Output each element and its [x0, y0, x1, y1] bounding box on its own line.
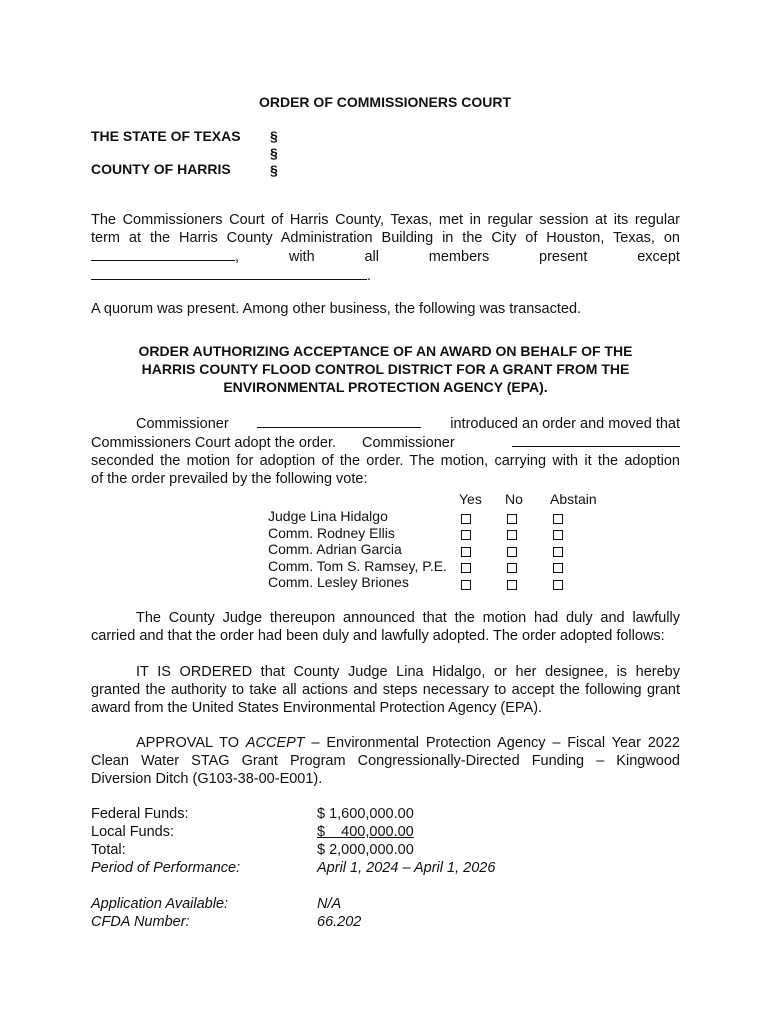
checkbox-abstain[interactable]: [553, 563, 563, 573]
col-no: No: [505, 491, 523, 507]
motion-line-2: [91, 433, 680, 452]
county-label: COUNTY OF HARRIS: [91, 161, 231, 177]
checkbox-no[interactable]: [507, 547, 517, 557]
vote-member: Comm. Adrian Garcia: [268, 541, 402, 557]
vote-members: [268, 508, 447, 591]
local-funds-value: $ 400,000.00: [317, 824, 414, 840]
checkbox-no[interactable]: [507, 514, 517, 524]
approval-accept: ACCEPT: [245, 735, 305, 751]
checkbox-yes[interactable]: [461, 530, 471, 540]
vote-member: Comm. Lesley Briones: [268, 574, 409, 590]
col-abstain: Abstain: [550, 491, 597, 507]
application-labels: [91, 895, 228, 931]
checkbox-yes[interactable]: [461, 547, 471, 557]
approval-paragraph: [91, 734, 680, 788]
except-blank: [91, 266, 367, 280]
approval-line-3: Diversion Ditch (G103-38-00-E001).: [91, 771, 323, 787]
ordered-line-3: award from the United States Environmental Protection Agency (EPA).: [91, 700, 543, 716]
intro-line-3: [91, 247, 680, 266]
checkbox-abstain[interactable]: [553, 547, 563, 557]
cfda-value: 66.202: [317, 914, 362, 930]
checkbox-abstain[interactable]: [553, 514, 563, 524]
commissioner-word: Commissioner: [136, 416, 229, 432]
vote-member: Comm. Tom S. Ramsey, P.E.: [268, 557, 447, 574]
checkbox-abstain[interactable]: [553, 580, 563, 590]
introduced-text: introduced an order and moved that: [450, 416, 680, 432]
order-title-line-3: ENVIRONMENTAL PROTECTION AGENCY (EPA).: [223, 379, 548, 395]
application-label: Application Available:: [91, 896, 229, 912]
quorum-statement: A quorum was present. Among other business, the following was transacted.: [91, 301, 582, 317]
ordered-line-1: IT IS ORDERED that County Judge Lina Hidalgo, or her designee, is hereby: [136, 664, 680, 680]
commissioner-blank-2: [512, 433, 680, 447]
intro-line-4: [91, 266, 680, 285]
motion-paragraph: [91, 414, 680, 488]
total-value: $ 2,000,000.00: [317, 842, 414, 858]
application-values: [317, 895, 361, 931]
checkbox-yes[interactable]: [461, 563, 471, 573]
period-value: April 1, 2024 – April 1, 2026: [317, 860, 496, 876]
adopt-text: Commissioners Court adopt the order.: [91, 435, 336, 451]
vote-member: Judge Lina Hidalgo: [268, 508, 388, 524]
cfda-label: CFDA Number:: [91, 914, 190, 930]
col-yes: Yes: [459, 491, 482, 507]
checkbox-yes[interactable]: [461, 514, 471, 524]
date-blank: [91, 247, 235, 261]
intro-line-1: The Commissioners Court of Harris County, Texas, met in regular session at its regular: [91, 212, 680, 228]
approval-line-1: [91, 734, 680, 752]
checkbox-abstain[interactable]: [553, 530, 563, 540]
word-present: present: [539, 249, 588, 265]
checkbox-no[interactable]: [507, 580, 517, 590]
motion-line-4: of the order prevailed by the following vote:: [91, 471, 368, 487]
order-title: [91, 342, 680, 396]
funds-labels: [91, 805, 240, 877]
ordered-line-2: granted the authority to take all actions and steps necessary to accept the following grant: [91, 682, 680, 698]
order-title-line-1: ORDER AUTHORIZING ACCEPTANCE OF AN AWARD ON BEHALF OF THE: [138, 343, 633, 359]
announcement-line-1: The County Judge thereupon announced that the motion had duly and lawfully: [136, 610, 680, 626]
section-symbol-1: §: [270, 128, 278, 144]
application-value: N/A: [317, 896, 342, 912]
checkbox-no[interactable]: [507, 530, 517, 540]
announcement-paragraph: [91, 609, 680, 645]
approval-prefix: APPROVAL TO: [136, 735, 246, 751]
local-funds-label: Local Funds:: [91, 824, 175, 840]
checkbox-no[interactable]: [507, 563, 517, 573]
word-except: except: [637, 249, 680, 265]
federal-funds-value: $ 1,600,000.00: [317, 806, 414, 822]
funds-values: [317, 805, 495, 877]
total-label: Total:: [91, 842, 126, 858]
announcement-line-2: carried and that the order had been duly and lawfully adopted. The order adopted follows:: [91, 628, 665, 644]
word-members: members: [428, 249, 490, 265]
approval-rest: – Environmental Protection Agency – Fiscal Year 2022: [304, 735, 680, 751]
intro-line-2: term at the Harris County Administration Building in the City of Houston, Texas, on: [91, 230, 680, 246]
motion-line-1: [91, 414, 680, 433]
federal-funds-label: Federal Funds:: [91, 806, 189, 822]
checkbox-yes[interactable]: [461, 580, 471, 590]
period: .: [367, 268, 372, 284]
ordered-paragraph: [91, 663, 680, 717]
approval-line-2: Clean Water STAG Grant Program Congressionally-Directed Funding – Kingwood: [91, 753, 680, 769]
intro-paragraph: [91, 211, 680, 285]
word-with: with: [288, 249, 315, 265]
commissioner-word-2: Commissioner: [362, 435, 455, 451]
word-all: all: [364, 249, 379, 265]
motion-line-3: seconded the motion for adoption of the order. The motion, carrying with it the adoption: [91, 453, 680, 469]
order-title-line-2: HARRIS COUNTY FLOOD CONTROL DISTRICT FOR A GRANT FROM THE: [141, 361, 630, 377]
vote-member: Comm. Rodney Ellis: [268, 524, 395, 541]
period-label: Period of Performance:: [91, 860, 241, 876]
section-symbol-2: §: [270, 145, 278, 161]
commissioner-blank-1: [257, 414, 421, 428]
state-label: THE STATE OF TEXAS: [91, 128, 241, 144]
section-symbol-3: §: [270, 162, 278, 178]
page-title: ORDER OF COMMISSIONERS COURT: [258, 94, 511, 110]
comma: ,: [235, 249, 240, 265]
